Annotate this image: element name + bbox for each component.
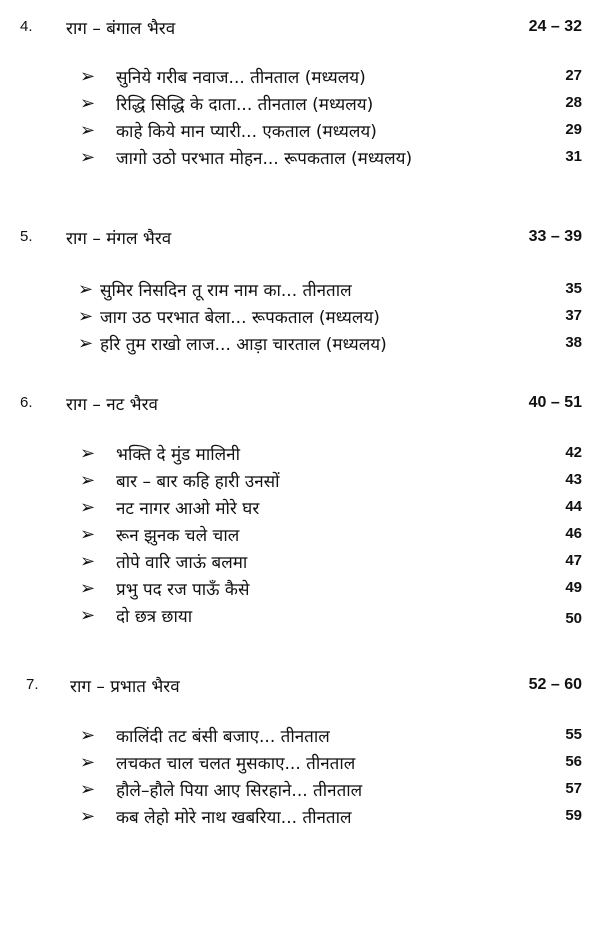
entry-title: कब लेहो मोरे नाथ खबरिया... तीनताल <box>116 808 352 828</box>
arrow-bullet-icon: ➢ <box>80 93 96 114</box>
entry-page-number: 57 <box>565 780 582 797</box>
list-item <box>0 146 600 173</box>
entry-page-number: 35 <box>565 280 582 297</box>
list-item <box>0 332 600 359</box>
arrow-bullet-icon: ➢ <box>80 605 96 626</box>
arrow-bullet-icon: ➢ <box>80 120 96 141</box>
section-heading <box>0 676 600 702</box>
list-item <box>0 442 600 469</box>
entry-title: सुनिये गरीब नवाज... तीनताल (मध्यलय) <box>116 68 366 88</box>
entry-page-number: 42 <box>565 444 582 461</box>
list-item <box>0 550 600 577</box>
section-page-range: 40 – 51 <box>528 394 582 411</box>
entry-title: लचकत चाल चलत मुसकाए... तीनताल <box>116 754 356 774</box>
entry-title: बार – बार कहि हारी उनसों <box>116 472 280 492</box>
section-number: 6. <box>20 394 33 411</box>
section-6 <box>0 394 600 631</box>
list-item <box>0 65 600 92</box>
entry-title: नट नागर आओ मोरे घर <box>116 499 260 519</box>
entry-page-number: 38 <box>565 334 582 351</box>
entry-page-number: 56 <box>565 753 582 770</box>
list-item <box>0 469 600 496</box>
section-7 <box>0 676 600 832</box>
section-title: राग – नट भैरव <box>66 395 158 415</box>
arrow-bullet-icon: ➢ <box>80 551 96 572</box>
section-title: राग – बंगाल भैरव <box>66 19 176 39</box>
arrow-bullet-icon: ➢ <box>80 806 96 827</box>
arrow-bullet-icon: ➢ <box>80 470 96 491</box>
section-page-range: 33 – 39 <box>528 228 582 245</box>
arrow-bullet-icon: ➢ <box>80 752 96 773</box>
entry-page-number: 49 <box>565 579 582 596</box>
entry-title: रून झुनक चले चाल <box>116 526 240 546</box>
entry-page-number: 44 <box>565 498 582 515</box>
entry-title: हरि तुम राखो लाज... आड़ा चारताल (मध्यलय) <box>100 335 387 355</box>
section-number: 4. <box>20 18 33 35</box>
entry-title: रिद्धि सिद्धि के दाता... तीनताल (मध्यलय) <box>116 95 374 115</box>
entry-title: हौले–हौले पिया आए सिरहाने... तीनताल <box>116 781 363 801</box>
entry-title: जागो उठो परभात मोहन... रूपकताल (मध्यलय) <box>116 149 413 169</box>
arrow-bullet-icon: ➢ <box>80 497 96 518</box>
arrow-bullet-icon: ➢ <box>80 147 96 168</box>
section-heading <box>0 18 600 44</box>
arrow-bullet-icon: ➢ <box>78 333 94 354</box>
section-5 <box>0 228 600 359</box>
entry-page-number: 31 <box>565 148 582 165</box>
list-item <box>0 724 600 751</box>
section-heading <box>0 228 600 254</box>
entry-title: जाग उठ परभात बेला... रूपकताल (मध्यलय) <box>100 308 380 328</box>
entry-title: काहे किये मान प्यारी... एकताल (मध्यलय) <box>116 122 377 142</box>
section-number: 5. <box>20 228 33 245</box>
list-item <box>0 92 600 119</box>
list-item <box>0 119 600 146</box>
list-item <box>0 577 600 604</box>
arrow-bullet-icon: ➢ <box>78 279 94 300</box>
entry-list <box>0 724 600 832</box>
entry-page-number: 27 <box>565 67 582 84</box>
entry-page-number: 55 <box>565 726 582 743</box>
entry-title: तोपे वारि जाऊं बलमा <box>116 553 248 573</box>
entry-title: सुमिर निसदिन तू राम नाम का... तीनताल <box>100 281 352 301</box>
arrow-bullet-icon: ➢ <box>80 779 96 800</box>
section-title: राग – प्रभात भैरव <box>70 677 180 697</box>
section-heading <box>0 394 600 420</box>
entry-title: प्रभु पद रज पाऊँ कैसे <box>116 580 250 600</box>
entry-page-number: 59 <box>565 807 582 824</box>
entry-page-number: 43 <box>565 471 582 488</box>
entry-title: भक्ति दे मुंड मालिनी <box>116 445 240 465</box>
entry-list <box>0 65 600 173</box>
entry-list <box>0 442 600 631</box>
list-item <box>0 805 600 832</box>
entry-title: कालिंदी तट बंसी बजाए... तीनताल <box>116 727 330 747</box>
entry-title: दो छत्र छाया <box>116 607 193 627</box>
arrow-bullet-icon: ➢ <box>80 524 96 545</box>
section-title: राग – मंगल भैरव <box>66 229 172 249</box>
entry-page-number: 29 <box>565 121 582 138</box>
arrow-bullet-icon: ➢ <box>80 443 96 464</box>
list-item <box>0 604 600 631</box>
entry-page-number: 28 <box>565 94 582 111</box>
arrow-bullet-icon: ➢ <box>80 725 96 746</box>
section-page-range: 52 – 60 <box>528 676 582 693</box>
list-item <box>0 751 600 778</box>
list-item <box>0 523 600 550</box>
list-item <box>0 305 600 332</box>
arrow-bullet-icon: ➢ <box>80 578 96 599</box>
entry-page-number: 47 <box>565 552 582 569</box>
section-number: 7. <box>26 676 39 693</box>
entry-page-number: 50 <box>565 610 582 627</box>
entry-list <box>0 278 600 359</box>
section-page-range: 24 – 32 <box>528 18 582 35</box>
arrow-bullet-icon: ➢ <box>80 66 96 87</box>
list-item <box>0 496 600 523</box>
list-item <box>0 778 600 805</box>
arrow-bullet-icon: ➢ <box>78 306 94 327</box>
entry-page-number: 46 <box>565 525 582 542</box>
entry-page-number: 37 <box>565 307 582 324</box>
list-item <box>0 278 600 305</box>
section-4 <box>0 18 600 173</box>
